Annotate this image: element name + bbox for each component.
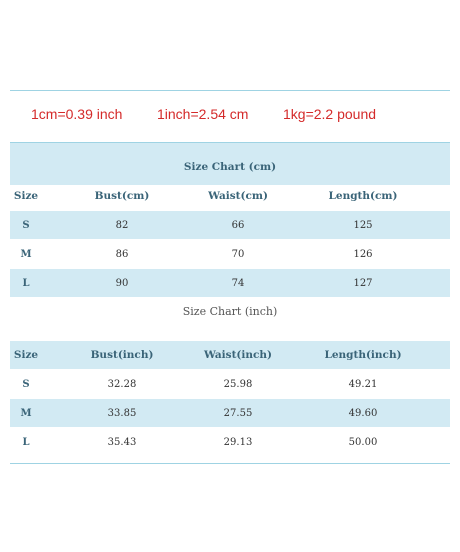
size-label: S: [22, 219, 30, 231]
length-value: 49.21: [348, 378, 378, 390]
cm-table-header-row: [10, 182, 450, 210]
cm-header-length: Length(cm): [328, 190, 398, 202]
inch-header-bust: Bust(inch): [90, 349, 154, 361]
length-value: 126: [353, 248, 373, 260]
length-value: 125: [353, 219, 373, 231]
cm-header-size: Size: [13, 190, 39, 202]
waist-value: 74: [231, 277, 245, 289]
length-value: 50.00: [348, 436, 378, 448]
waist-value: 70: [231, 248, 245, 260]
table-row: [10, 428, 450, 456]
waist-value: 66: [231, 219, 245, 231]
table-row: [10, 240, 450, 268]
bust-value: 90: [115, 277, 129, 289]
bust-value: 82: [115, 219, 129, 231]
conversion-notes: [0, 106, 460, 128]
bust-value: 33.85: [107, 407, 137, 419]
cm-header-waist: Waist(cm): [208, 190, 268, 202]
waist-value: 27.55: [223, 407, 253, 419]
conversion-kg-pound: 1kg=2.2 pound: [283, 106, 377, 122]
inch-header-length: Length(inch): [324, 349, 402, 361]
cm-table-title: Size Chart (cm): [183, 161, 277, 173]
inch-table-title: Size Chart (inch): [182, 304, 278, 318]
inch-header-size: Size: [13, 349, 39, 361]
waist-value: 25.98: [223, 378, 253, 390]
bust-value: 35.43: [107, 436, 137, 448]
size-label: L: [22, 436, 30, 448]
inch-header-waist: Waist(inch): [203, 349, 273, 361]
bust-value: 32.28: [107, 378, 137, 390]
bust-value: 86: [115, 248, 129, 260]
top-rule: [10, 90, 450, 91]
table-row: [10, 211, 450, 239]
size-label: M: [20, 407, 32, 419]
length-value: 49.60: [348, 407, 378, 419]
length-value: 127: [353, 277, 373, 289]
size-label: L: [22, 277, 30, 289]
table-row: [10, 269, 450, 297]
table-row: [10, 370, 450, 398]
conversion-cm-inch: 1cm=0.39 inch: [31, 106, 123, 122]
inch-table-header-row: [10, 341, 450, 369]
table-row: [10, 399, 450, 427]
cm-header-bust: Bust(cm): [94, 190, 150, 202]
bottom-rule: [10, 463, 450, 464]
size-label: M: [20, 248, 32, 260]
waist-value: 29.13: [223, 436, 253, 448]
size-label: S: [22, 378, 30, 390]
conversion-inch-cm: 1inch=2.54 cm: [157, 106, 249, 122]
